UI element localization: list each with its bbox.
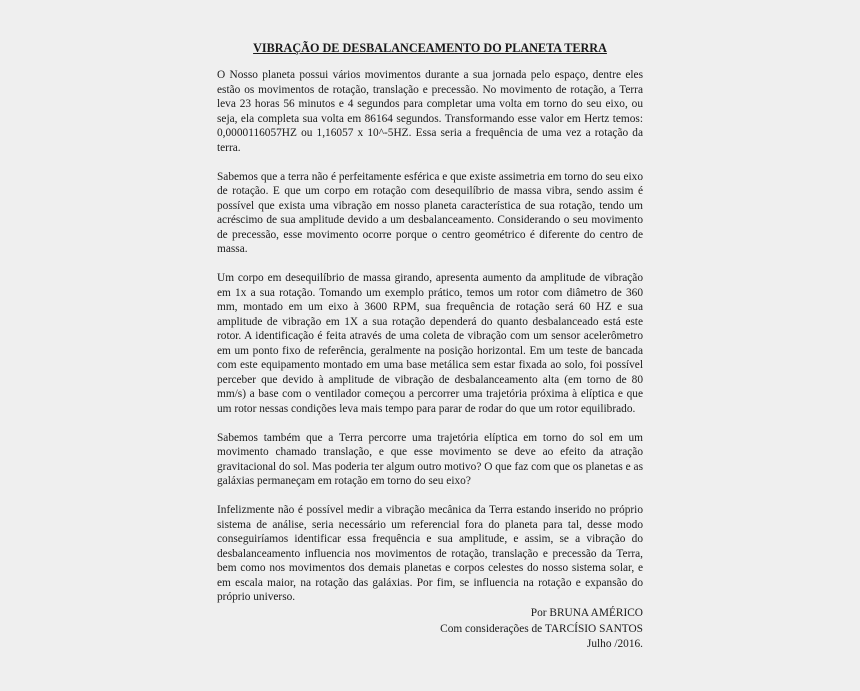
document-body [217,41,643,605]
document-title: VIBRAÇÃO DE DESBALANCEAMENTO DO PLANETA TERRA [253,41,607,55]
paragraph-rotation: O Nosso planeta possui vários movimentos durante a sua jornada pelo espaço, dentre eles estão os movimentos de rotação, translação e precessão. No movimento de rotação, a Terra leva 23 horas 56 minutos e 4 segundos para completar uma volta em torno do seu eixo, ou seja, ela completa sua volta em 86164 segundos. Transformando esse valor em Hertz temos: 0,0000116057HZ ou 1,16057 x 10^-5HZ. Essa seria a frequência de uma vez a rotação da terra. [217,69,643,154]
paragraph-rotor-example: Um corpo em desequilíbrio de massa girando, apresenta aumento da amplitude de vibração em 1x a sua rotação. Tomando um exemplo prático, temos um rotor com diâmetro de 360 mm, montado em um eixo à 3600 RPM, sua frequência de rotação será 60 HZ e sua amplitude de vibração em 1X a sua rotação dependerá do quanto desbalanceado está este rotor. A identificação é feita através de uma coleta de vibração com um sensor acelerômetro em um ponto fixo de referência, geralmente na posição horizontal. Em um teste de bancada com este equipamento montado em uma base metálica sem estar fixada ao solo, foi possível perceber que devido à amplitude de vibração de desbalanceamento alta (em torno de 80 mm/s) a base com o ventilador começou a percorrer uma trajetória próxima à elípticа e que um rotor nessas condições leva mais tempo para parar de rodar do que um rotor equilibrado. [217,272,643,415]
paragraph-translation: Sabemos também que a Terra percorre uma trajetória elíptica em torno do sol em um movimento chamado translação, e que esse movimento se deve ao efeito da atração gravitacional do sol. Mas poderia ter algum outro motivo? O que faz com que os planetas e as galáxias permaneçam em rotação em torno do seu eixo? [217,431,643,487]
signature-author: Por BRUNA AMÉRICO [530,607,643,619]
signature-considerations: Com considerações de TARCÍSIO SANTOS [440,622,643,635]
signature-block [440,606,643,653]
paragraph-conclusion: Infelizmente não é possível medir a vibração mecânica da Terra estando inserido no próprio sistema de análise, seria necessário um referencial fora do planeta para tal, desse modo conseguiríamos identificar essa frequência e sua amplitude, e assim, se a vibração do desbalanceamento influencia nos movimentos de rotação, translação e precessão da Terra, bem como nos movimentos dos demais planetas e corpos celestes do nosso sistema solar, e em escala maior, na rotação das galáxias. Por fim, se influencia na rotação e expansão do próprio universo. [217,504,643,603]
signature-date: Julho /2016. [586,638,643,650]
paragraph-asymmetry: Sabemos que a terra não é perfeitamente esférica e que existe assimetria em torno do seu eixo de rotação. E que um corpo em rotação com desequilíbrio de massa vibra, sendo assim é possível que exista uma vibração em nosso planeta característica de sua rotação, tendo um acréscimo de sua amplitude devido a um desbalanceamento. Considerando o seu movimento de precessão, esse movimento ocorre porque o centro geométrico é diferente do centro de massa. [217,170,643,255]
